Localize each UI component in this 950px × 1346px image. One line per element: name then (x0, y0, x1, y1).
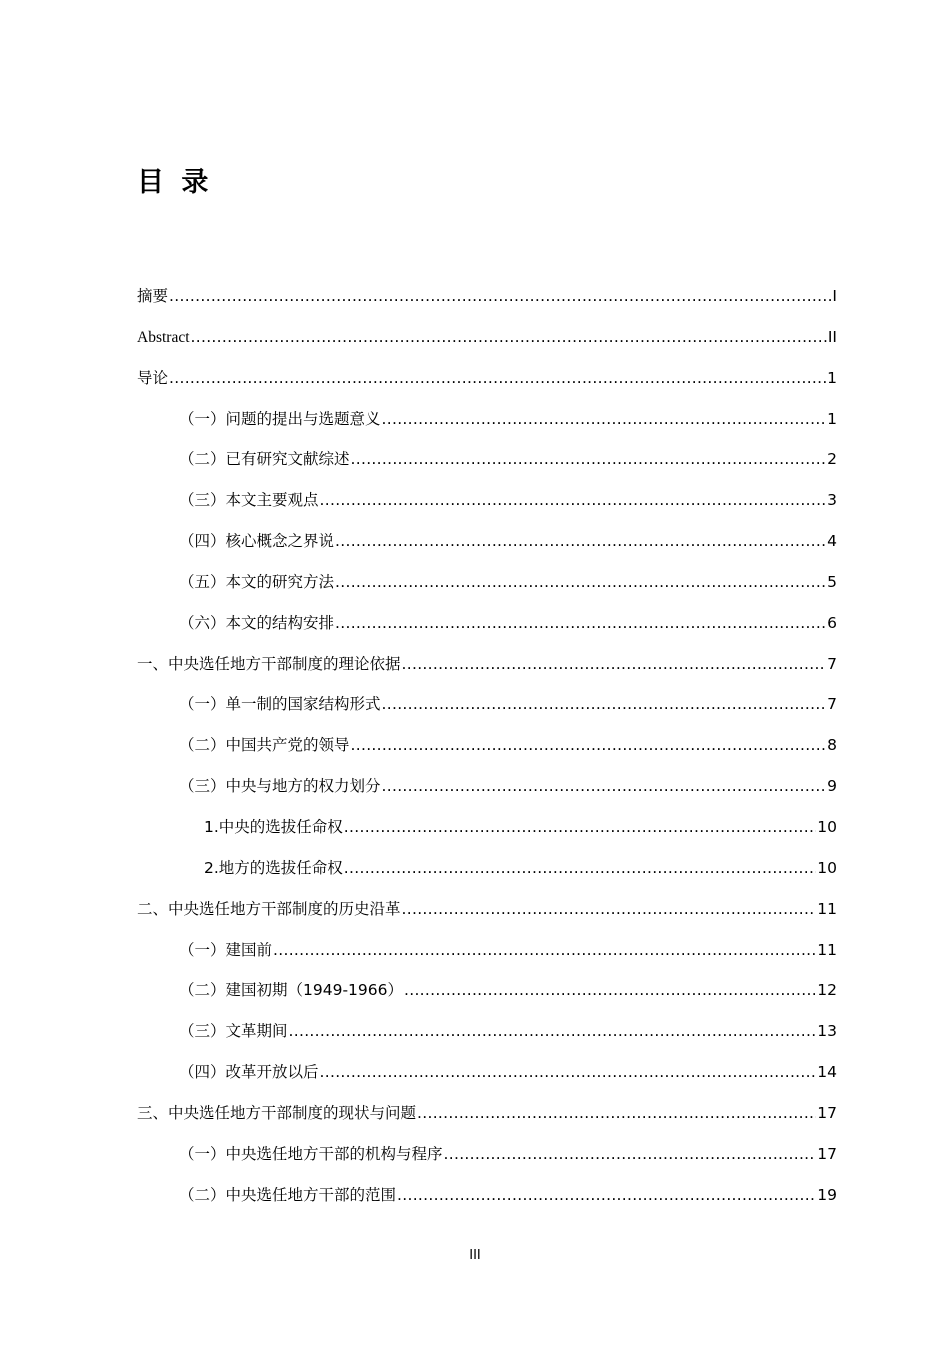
toc-leader-dots (320, 480, 827, 521)
toc-entry-page: 2 (827, 450, 837, 469)
toc-entry-title: （二）已有研究文献综述 (179, 450, 350, 469)
toc-entry-page: 19 (817, 1185, 837, 1204)
toc-leader-dots (289, 1011, 817, 1052)
toc-entry-page: 17 (817, 1144, 837, 1163)
toc-entry[interactable] (137, 684, 837, 725)
toc-entry-page: 14 (817, 1063, 837, 1082)
toc-leader-dots (351, 725, 827, 766)
toc-leader-dots (320, 1052, 817, 1093)
toc-entry[interactable] (137, 603, 837, 644)
toc-leader-dots (382, 399, 827, 440)
toc-entry[interactable] (137, 644, 837, 685)
toc-entry-page: 6 (827, 613, 837, 632)
toc-entry[interactable] (137, 439, 837, 480)
toc-entry-page: I (832, 287, 837, 305)
toc-leader-dots (444, 1134, 817, 1175)
toc-entry-page: 10 (817, 817, 837, 836)
toc-entry[interactable] (137, 480, 837, 521)
toc-entry-title: （二）中央选任地方干部的范围 (179, 1185, 397, 1204)
toc-entry-page: 11 (817, 899, 837, 918)
toc-entry-page: 5 (827, 572, 837, 591)
toc-leader-dots (404, 970, 816, 1011)
toc-entry[interactable] (137, 889, 837, 930)
toc-entry[interactable] (137, 807, 837, 848)
toc-leader-dots (382, 766, 827, 807)
toc-entry-title: 摘要 (137, 287, 169, 305)
toc-entry[interactable] (137, 317, 837, 358)
toc-entry[interactable] (137, 358, 837, 399)
toc-entry-title: （五）本文的研究方法 (179, 572, 335, 591)
toc-entry-title: （一）单一制的国家结构形式 (179, 695, 381, 714)
toc-entry-page: 3 (827, 491, 837, 510)
toc-leader-dots (344, 848, 816, 889)
toc-entry[interactable] (137, 930, 837, 971)
toc-entry[interactable] (137, 766, 837, 807)
toc-entry-title: （三）文革期间 (179, 1022, 288, 1041)
toc-entry-title: Abstract (137, 328, 190, 346)
toc-entry-title: 导论 (137, 368, 169, 387)
toc-entry-title: （二）中国共产党的领导 (179, 736, 350, 755)
toc-leader-dots (417, 1093, 816, 1134)
toc-entry-page: 11 (817, 940, 837, 959)
toc-leader-dots (402, 644, 827, 685)
toc-entry[interactable] (137, 725, 837, 766)
toc-entry[interactable] (137, 1011, 837, 1052)
toc-leader-dots (402, 889, 817, 930)
toc-entry-title: （三）中央与地方的权力划分 (179, 777, 381, 796)
page-number: III (469, 1248, 481, 1263)
toc-leader-dots (335, 521, 826, 562)
toc-entry[interactable] (137, 970, 837, 1011)
toc-entry-page: 9 (827, 777, 837, 796)
toc-entry[interactable] (137, 1052, 837, 1093)
toc-entry-title: （二）建国初期（1949-1966） (179, 981, 403, 1000)
toc-entry-page: 12 (817, 981, 837, 1000)
toc-entry-title: （一）中央选任地方干部的机构与程序 (179, 1144, 443, 1163)
toc-leader-dots (273, 930, 816, 971)
toc-entry[interactable] (137, 521, 837, 562)
toc-entry-page: 13 (817, 1022, 837, 1041)
toc-entry-page: 7 (827, 695, 837, 714)
toc-entry-page: 17 (817, 1103, 837, 1122)
toc-entry[interactable] (137, 276, 837, 317)
toc-entry-title: 一、中央选任地方干部制度的理论依据 (137, 654, 401, 673)
toc-entry-title: 2.地方的选拔任命权 (204, 858, 343, 877)
toc-entry-title: （四）核心概念之界说 (179, 532, 335, 551)
toc-entry-title: （一）问题的提出与选题意义 (179, 409, 381, 428)
toc-leader-dots (344, 807, 816, 848)
toc-leader-dots (397, 1175, 816, 1216)
toc-entry-title: 二、中央选任地方干部制度的历史沿革 (137, 899, 401, 918)
toc-entry-title: 三、中央选任地方干部制度的现状与问题 (137, 1103, 417, 1122)
toc-entry-page: 10 (817, 858, 837, 877)
toc-entry[interactable] (137, 399, 837, 440)
toc-leader-dots (382, 684, 827, 725)
toc-entry-title: 1.中央的选拔任命权 (204, 817, 343, 836)
toc-entry-title: （六）本文的结构安排 (179, 613, 335, 632)
toc-entry[interactable] (137, 1134, 837, 1175)
toc-leader-dots (335, 562, 826, 603)
toc-entry-page: 1 (827, 368, 837, 387)
toc-leader-dots (335, 603, 826, 644)
toc-leader-dots (169, 276, 831, 317)
table-of-contents (137, 276, 837, 1215)
toc-leader-dots (169, 358, 826, 399)
toc-entry[interactable] (137, 1175, 837, 1216)
toc-entry-title: （四）改革开放以后 (179, 1063, 319, 1082)
toc-entry-page: 8 (827, 736, 837, 755)
toc-entry-page: 1 (827, 409, 837, 428)
toc-entry-title: （三）本文主要观点 (179, 491, 319, 510)
toc-entry-page: 7 (827, 654, 837, 673)
page-title: 目 录 (137, 167, 213, 198)
toc-entry[interactable] (137, 1093, 837, 1134)
toc-entry-page: II (827, 327, 837, 346)
toc-leader-dots (191, 317, 827, 358)
toc-entry[interactable] (137, 562, 837, 603)
toc-entry-page: 4 (827, 532, 837, 551)
toc-leader-dots (351, 439, 827, 480)
toc-entry[interactable] (137, 848, 837, 889)
toc-entry-title: （一）建国前 (179, 940, 273, 959)
